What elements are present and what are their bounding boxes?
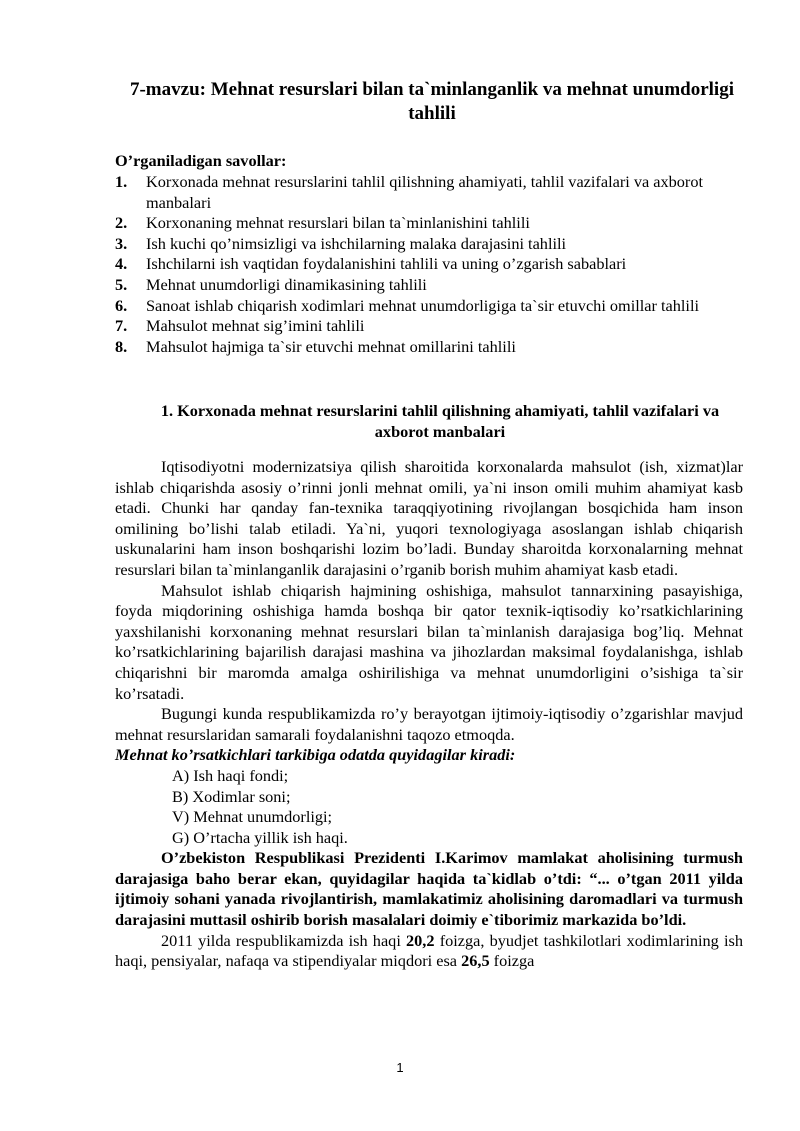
list-item	[115, 337, 745, 358]
indicators-heading: Mehnat ko’rsatkichlari tarkibiga odatda quyidagilar kiradi:	[115, 745, 516, 765]
indicator-item: B) Xodimlar soni;	[172, 786, 291, 806]
list-number: 6.	[115, 295, 128, 315]
list-item	[115, 234, 745, 255]
list-text: Mahsulot hajmiga ta`sir etuvchi mehnat omillarini tahlili	[146, 336, 516, 356]
text-span: 2011 yilda respublikamizda ish haqi	[161, 930, 407, 950]
list-text: Mahsulot mehnat sig’imini tahlili	[146, 316, 365, 336]
list-item	[115, 296, 745, 317]
text-span: foizga	[489, 951, 535, 971]
questions-list	[115, 172, 745, 357]
list-number: 8.	[115, 336, 128, 356]
list-item	[115, 213, 745, 234]
list-number: 4.	[115, 254, 128, 274]
body-text	[115, 457, 743, 972]
page-number: 1	[396, 1060, 404, 1075]
list-item	[115, 254, 745, 275]
list-item	[115, 172, 745, 213]
list-item	[115, 275, 745, 296]
list-number: 2.	[115, 213, 128, 233]
indicator-item: A) Ish haqi fondi;	[172, 765, 289, 785]
section-heading: 1. Korxonada mehnat resurslarini tahlil qilishning ahamiyati, tahlil vazifalari va axborot manbalari	[160, 401, 720, 441]
value-highlight: 26,5	[461, 951, 490, 971]
list-number: 5.	[115, 274, 128, 294]
value-highlight: 20,2	[406, 930, 435, 950]
indicator-item: V) Mehnat unumdorligi;	[172, 807, 333, 827]
paragraph	[115, 931, 743, 972]
indicator-item: G) O’rtacha yillik ish haqi.	[172, 827, 348, 847]
list-item	[115, 316, 745, 337]
list-text: Korxonaning mehnat resurslari bilan ta`minlanishini tahlili	[146, 213, 530, 233]
list-number: 1.	[115, 172, 128, 191]
list-text: Korxonada mehnat resurslarini tahlil qilishning ahamiyati, tahlil vazifalari va axborot manbalari	[146, 172, 704, 212]
page-title: 7-mavzu: Mehnat resurslari bilan ta`minlanganlik va mehnat unumdorligi tahlili	[129, 79, 734, 124]
quote-paragraph: O’zbekiston Respublikasi Prezidenti I.Karimov mamlakat aholisining turmush darajasiga baho berar ekan, quyidagilar haqida ta`kidlab o’tdi: “... o’tgan 2011 yilda ijtimoiy sohani yanada rivojlantirish, mamlakatimiz aholisining daromadlari va turmush darajasini muttasil oshirib borish masalalari doimiy e`tiborimiz markazida bo’ldi.	[115, 848, 743, 930]
list-number: 3.	[115, 233, 128, 253]
list-number: 7.	[115, 316, 128, 336]
text-span: foizga, byudjet tashkilotlari xodimlarining ish haqi, pensiyalar, nafaqa va stipendiyalar miqdori esa	[115, 930, 743, 971]
list-text: Ish kuchi qo’nimsizligi va ishchilarning malaka darajasini tahlili	[146, 233, 567, 253]
list-text: Mehnat unumdorligi dinamikasining tahlili	[146, 274, 427, 294]
questions-heading: O’rganiladigan savollar:	[115, 151, 287, 170]
paragraph: Bugungi kunda respublikamizda ro’y berayotgan ijtimoiy-iqtisodiy o’zgarishlar mavjud mehnat resurslaridan samarali foydalanishni taqozo etmoqda.	[115, 704, 743, 744]
list-text: Ishchilarni ish vaqtidan foydalanishini tahlili va uning o’zgarish sabablari	[146, 254, 627, 274]
list-text: Sanoat ishlab chiqarish xodimlari mehnat unumdorligiga ta`sir etuvchi omillar tahlili	[146, 295, 699, 315]
paragraph: Mahsulot ishlab chiqarish hajmining oshishiga, mahsulot tannarxining pasayishiga, foyda miqdorining oshishiga hamda boshqa bir qator texnik-iqtisodiy ko’rsatkichlarining yaxshilanishi korxonaning mehnat resurslari bilan ta`minlanish darajasiga bog’liq. Mehnat ko’rsatkichlarining bajarilish darajasi mashina va jihozlardan maksimal foydalanishga, ishlab chiqarishni bir maromda amalga oshirilishiga va mehnat unumdorligini o’sishiga ta`sir ko’rsatadi.	[115, 580, 743, 703]
paragraph: Iqtisodiyotni modernizatsiya qilish sharoitida korxonalarda mahsulot (ish, xizmat)lar ishlab chiqarishda asosiy o’rinni jonli mehnat omili, ya`ni inson omili muhim ahamiyat kasb etadi. Chunki har qanday fan-texnika taraqqiyotining rivojlangan bosqichida ham inson omilining bo’lishi talab etiladi. Ya`ni, yuqori texnologiyaga asoslangan ishlab chiqarish uskunalarini ham inson boshqarishi lozim bo’ladi. Bunday sharoitda korxonalarning mehnat resurslari bilan ta`minlanganlik darajasini o’rganib borish muhim ahamiyat kasb etadi.	[115, 457, 743, 579]
